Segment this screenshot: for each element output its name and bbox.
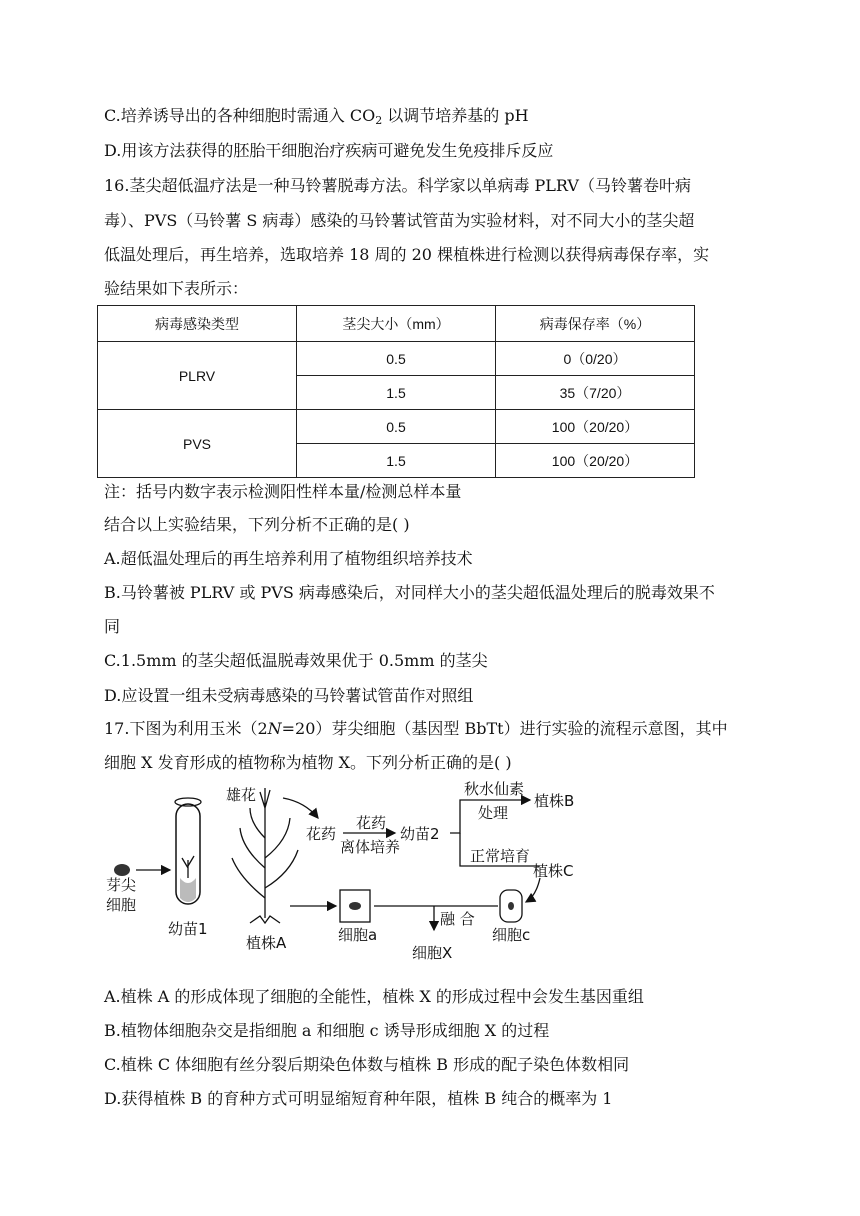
test-tube-icon (175, 798, 201, 904)
arrow-flower-to-anther (283, 798, 318, 818)
breeding-flow-diagram (100, 778, 780, 978)
question-15-option-d: D.用该方法获得的胚胎干细胞治疗疾病可避免发生免疫排斥反应 (104, 141, 554, 160)
question-16-stem-line-1: 16.茎尖超低温疗法是一种马铃薯脱毒方法。科学家以单病毒 PLRV（马铃薯卷叶病 (104, 176, 691, 195)
question-17-stem-line-2: 细胞 X 发育形成的植物称为植物 X。下列分析正确的是( ) (104, 753, 512, 772)
retention-rate-cell: 35（7/20） (496, 376, 695, 410)
stem-text: 17.下图为利用玉米（2 (104, 719, 268, 738)
retention-rate-cell: 100（20/20） (496, 410, 695, 444)
table-note: 注：括号内数字表示检测阳性样本量/检测总样本量 (104, 482, 462, 501)
question-16-option-b-line-1: B.马铃薯被 PLRV 或 PVS 病毒感染后，对同样大小的茎尖超低温处理后的脱毒效果不 (104, 583, 715, 602)
header-virus-type: 病毒感染类型 (98, 306, 297, 342)
tip-size-cell: 0.5 (297, 342, 496, 376)
question-16-option-c: C.1.5mm 的茎尖超低温脱毒效果优于 0.5mm 的茎尖 (104, 651, 488, 670)
cell-c-icon (500, 890, 522, 922)
table-row (98, 342, 695, 376)
label-bud-cell-2: 细胞 (106, 896, 137, 914)
question-17-option-b: B.植物体细胞杂交是指细胞 a 和细胞 c 诱导形成细胞 X 的过程 (104, 1021, 550, 1040)
question-16-stem-line-2: 毒）、PVS（马铃薯 S 病毒）感染的马铃薯试管苗为实验材料，对不同大小的茎尖超 (104, 211, 695, 230)
label-anther-culture-1: 花药 (356, 814, 387, 832)
label-plant-b: 植株B (534, 792, 575, 810)
label-cell-a: 细胞a (338, 926, 378, 944)
tip-size-cell: 1.5 (297, 376, 496, 410)
option-text-tail: 以调节培养基的 pH (382, 106, 529, 125)
header-tip-size: 茎尖大小（mm） (297, 306, 496, 342)
label-anther-culture-2: 离体培养 (340, 838, 401, 856)
bud-cell-icon (114, 864, 130, 876)
question-16-ask: 结合以上实验结果，下列分析不正确的是( ) (104, 515, 410, 534)
question-16-option-a: A.超低温处理后的再生培养利用了植物组织培养技术 (104, 549, 473, 568)
table-row (98, 410, 695, 444)
table-header-row (98, 306, 695, 342)
label-seedling-1: 幼苗1 (168, 920, 208, 938)
stem-text-tail: =20）芽尖细胞（基因型 BbTt）进行实验的流程示意图，其中 (281, 719, 728, 738)
cell-a-icon (340, 890, 370, 922)
tip-size-cell: 1.5 (297, 444, 496, 478)
question-16-stem-line-4: 验结果如下表所示： (104, 279, 249, 298)
virus-retention-table (97, 305, 695, 478)
question-17-stem-line-1 (104, 719, 728, 739)
label-normal-growth: 正常培育 (470, 847, 531, 865)
tip-size-cell: 0.5 (297, 410, 496, 444)
subscript: 2 (375, 114, 383, 127)
label-seedling-2: 幼苗2 (400, 825, 440, 843)
label-bud-cell: 芽尖 (106, 876, 137, 894)
label-colchicine: 秋水仙素 (464, 780, 525, 798)
virus-type-cell: PLRV (98, 342, 297, 410)
corn-plant-icon (232, 788, 298, 923)
arrow-plant-c-to-cell-c (526, 878, 540, 902)
header-retention-rate: 病毒保存率（%） (496, 306, 695, 342)
question-17-option-a: A.植株 A 的形成体现了细胞的全能性，植株 X 的形成过程中会发生基因重组 (104, 987, 644, 1006)
retention-rate-cell: 0（0/20） (496, 342, 695, 376)
italic-n: N (267, 719, 282, 738)
virus-type-cell: PVS (98, 410, 297, 478)
question-16-option-b-line-2: 同 (104, 617, 121, 636)
retention-rate-cell: 100（20/20） (496, 444, 695, 478)
label-cell-c: 细胞c (492, 926, 531, 944)
label-plant-c: 植株C (533, 862, 574, 880)
question-17-option-c: C.植株 C 体细胞有丝分裂后期染色体数与植株 B 形成的配子染色体数相同 (104, 1055, 630, 1074)
branch-line-lower (460, 833, 468, 866)
option-text: C.培养诱导出的各种细胞时需通入 CO (104, 106, 376, 125)
branch-line-upper (450, 800, 468, 833)
label-colchicine-treatment: 处理 (478, 804, 509, 822)
question-15-option-c (104, 106, 529, 131)
question-16-option-d: D.应设置一组未受病毒感染的马铃薯试管苗作对照组 (104, 686, 474, 705)
label-anther: 花药 (306, 825, 337, 843)
question-16-stem-line-3: 低温处理后，再生培养，选取培养 18 周的 20 棵植株进行检测以获得病毒保存率，实 (104, 245, 710, 264)
label-male-flower: 雄花 (226, 786, 257, 804)
label-fusion: 融 合 (440, 910, 475, 928)
label-plant-a: 植株A (246, 934, 287, 952)
question-17-option-d: D.获得植株 B 的育种方式可明显缩短育种年限，植株 B 纯合的概率为 1 (104, 1089, 613, 1108)
label-cell-x: 细胞X (412, 944, 453, 962)
